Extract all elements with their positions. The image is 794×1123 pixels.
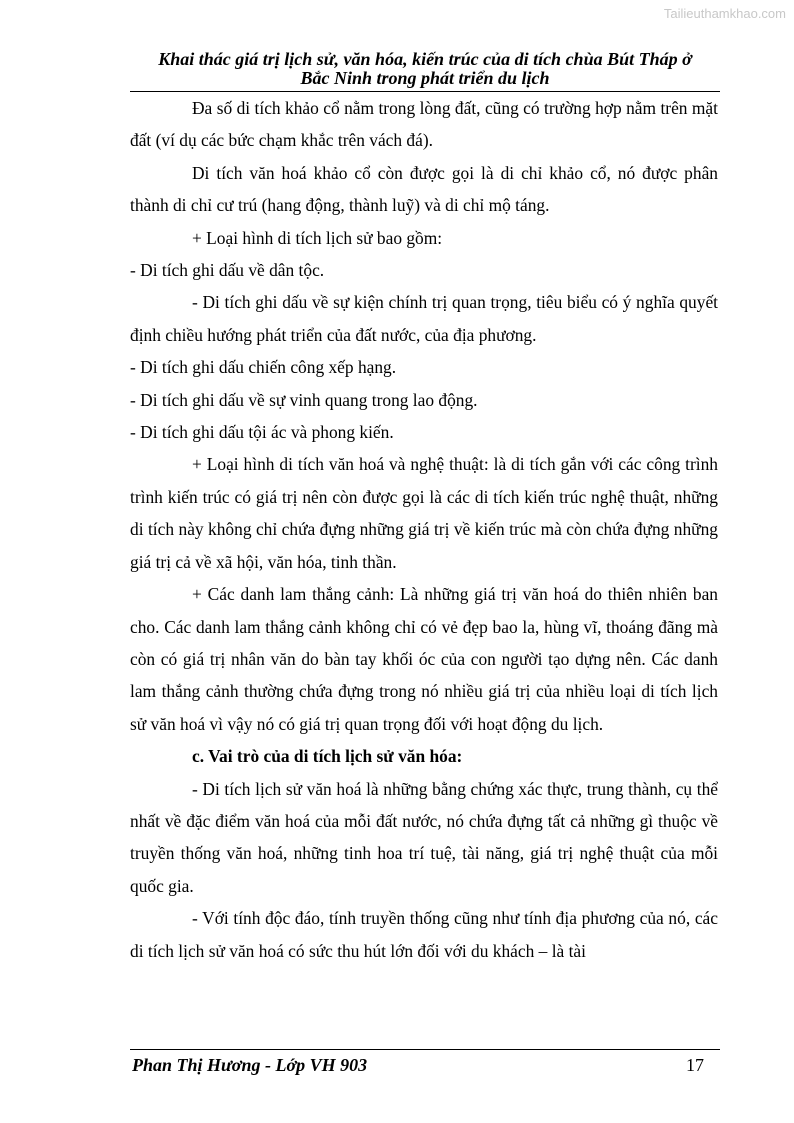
paragraph: - Với tính độc đáo, tính truyền thống cũng như tính địa phương của nó, các di tích lịch sử văn hoá có sức thu hút lớn đối với du khách – là tài — [130, 908, 718, 961]
paragraph: + Loại hình di tích lịch sử bao gồm: — [192, 227, 443, 248]
paragraph: Di tích văn hoá khảo cổ còn được gọi là di chỉ khảo cổ, nó được phân thành di chỉ cư trú (hang động, thành luỹ) và di chỉ mộ táng. — [130, 162, 718, 216]
paragraph: Đa số di tích khảo cổ nằm trong lòng đất, cũng có trường hợp nằm trên mặt đất (ví dụ các bức chạm khắc trên vách đá). — [130, 98, 718, 151]
paragraph: - Di tích lịch sử văn hoá là những bằng chứng xác thực, trung thành, cụ thể nhất về đặc điểm văn hoá của mỗi đất nước, nó chứa đựng tất cả những gì thuộc về truyền thống văn hoá, những tinh hoa trí tuệ, tài năng, giá trị nghệ thuật của mỗi quốc gia. — [130, 778, 718, 896]
list-item: - Di tích ghi dấu tội ác và phong kiến. — [130, 422, 394, 443]
paragraph: + Các danh lam thắng cảnh: Là những giá trị văn hoá do thiên nhiên ban cho. Các danh lam thắng cảnh không chỉ có vẻ đẹp bao la, hùng vĩ, thoáng đãng mà còn có giá trị nhân văn do bàn tay khối óc của con người tạo dựng nên. Các danh lam thắng cảnh thường chứa đựng trong nó nhiều giá trị của nhiều loại di tích lịch sử văn hoá vì vậy nó có giá trị quan trọng đối với hoạt động du lịch. — [130, 584, 718, 734]
page-body — [130, 92, 718, 967]
list-item: - Di tích ghi dấu về sự kiện chính trị quan trọng, tiêu biểu có ý nghĩa quyết định chiều hướng phát triển của đất nước, của địa phương. — [130, 292, 718, 345]
list-item: - Di tích ghi dấu chiến công xếp hạng. — [130, 357, 397, 378]
header-line-1: Khai thác giá trị lịch sử, văn hóa, kiến trúc của di tích chùa Bút Tháp ở — [158, 49, 692, 69]
paragraph: + Loại hình di tích văn hoá và nghệ thuật: là di tích gắn với các công trình trình kiến trúc có giá trị nên còn được gọi là các di tích kiến trúc nghệ thuật, những di tích này không chỉ chứa đựng những giá trị về kiến trúc mà còn chứa đựng những giá trị cả về xã hội, văn hóa, tinh thần. — [130, 454, 718, 572]
footer-author: Phan Thị Hương - Lớp VH 903 — [132, 1055, 368, 1075]
footer-divider — [130, 1049, 720, 1050]
list-item: - Di tích ghi dấu về dân tộc. — [130, 260, 325, 281]
running-header — [130, 50, 720, 88]
section-heading: c. Vai trò của di tích lịch sử văn hóa: — [192, 746, 463, 767]
header-line-2: Bắc Ninh trong phát triển du lịch — [300, 68, 550, 88]
watermark: Tailieuthamkhao.com — [663, 6, 786, 21]
page-number: 17 — [686, 1055, 704, 1075]
list-item: - Di tích ghi dấu về sự vinh quang trong lao động. — [130, 389, 478, 410]
